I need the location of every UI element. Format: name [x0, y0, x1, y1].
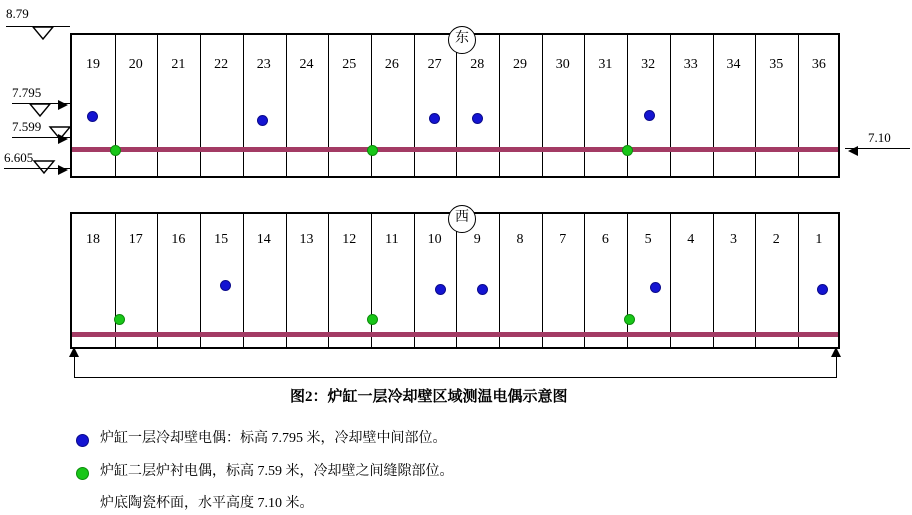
- cell-label: 1: [815, 232, 823, 247]
- cell-label: 7: [559, 232, 567, 247]
- cell-label: 12: [342, 232, 357, 247]
- blue-thermocouple: [429, 113, 440, 124]
- cell-label: 18: [86, 232, 100, 247]
- support-arrow-up: [831, 347, 841, 357]
- green-thermocouple: [367, 314, 378, 325]
- cell-label: 10: [427, 232, 442, 247]
- elevation-label-6-605: 6.605: [4, 150, 34, 165]
- support-baseline: [74, 377, 837, 378]
- cell-label: 2: [772, 232, 780, 247]
- blue-thermocouple: [472, 113, 483, 124]
- cell-label: 15: [214, 232, 229, 247]
- elevation-label-7-599: 7.599: [12, 119, 42, 134]
- west-cooling-stave-row: [70, 212, 840, 349]
- cell-label: 11: [385, 232, 399, 247]
- cell-label: 8: [516, 232, 524, 247]
- legend-green-text: 炉缸二层炉衬电偶，标高 7.59 米，冷却壁之间缝隙部位。: [100, 464, 454, 479]
- cell-label: 4: [687, 232, 695, 247]
- cell-label: 30: [555, 57, 570, 72]
- cell-label: 33: [683, 57, 698, 72]
- cell-label: 27: [427, 57, 442, 72]
- east-cooling-stave-row: [70, 33, 840, 178]
- legend-green-dot-icon: [76, 467, 89, 480]
- triangle-down-icon: [28, 103, 52, 118]
- blue-thermocouple: [817, 284, 828, 295]
- triangle-down-icon: [31, 26, 55, 41]
- pointer-arrow-right: [58, 134, 68, 144]
- cell-label: 31: [598, 57, 613, 72]
- figure-caption: 图2：炉缸一层冷却壁区域测温电偶示意图: [290, 389, 568, 405]
- blue-thermocouple: [220, 280, 231, 291]
- cell-label: 28: [470, 57, 485, 72]
- blue-thermocouple: [650, 282, 661, 293]
- cell-label: 5: [644, 232, 652, 247]
- cell-label: 21: [171, 57, 186, 72]
- cell-label: 24: [299, 57, 314, 72]
- elevation-label-7-795: 7.795: [12, 85, 42, 100]
- cell-label: 22: [214, 57, 229, 72]
- green-thermocouple: [367, 145, 378, 156]
- cell-label: 17: [128, 232, 143, 247]
- cell-label: 25: [342, 57, 357, 72]
- ceramic-cup-line: [72, 147, 838, 152]
- green-thermocouple: [114, 314, 125, 325]
- cell-label: 29: [513, 57, 527, 72]
- cell-label: 35: [769, 57, 784, 72]
- cell-label: 34: [726, 57, 741, 72]
- green-thermocouple: [622, 145, 633, 156]
- compass-west: 西: [448, 205, 476, 233]
- ceramic-cup-line: [72, 332, 838, 337]
- cell-label: 3: [730, 232, 737, 247]
- cell-label: 23: [256, 57, 271, 72]
- cell-label: 26: [384, 57, 399, 72]
- cell-label: 13: [299, 232, 314, 247]
- legend-blue-text: 炉缸一层冷却壁电偶：标高 7.795 米，冷却壁中间部位。: [100, 431, 447, 446]
- cell-label: 6: [601, 232, 609, 247]
- pointer-arrow-right: [58, 100, 68, 110]
- cell-label: 32: [641, 57, 656, 72]
- cell-label: 16: [171, 232, 186, 247]
- elevation-label-7-10: 7.10: [868, 130, 891, 145]
- blue-thermocouple: [435, 284, 446, 295]
- blue-thermocouple: [257, 115, 268, 126]
- support-arrow-up: [69, 347, 79, 357]
- blue-thermocouple: [644, 110, 655, 121]
- cell-label: 9: [473, 232, 481, 247]
- elevation-label-8-79: 8.79: [6, 6, 29, 21]
- triangle-down-icon: [32, 160, 56, 175]
- blue-thermocouple: [477, 284, 488, 295]
- legend-blue-dot-icon: [76, 434, 89, 447]
- green-thermocouple: [110, 145, 121, 156]
- pointer-arrow-left: [848, 146, 858, 156]
- legend-note: 炉底陶瓷杯面，水平高度 7.10 米。: [100, 496, 314, 511]
- cell-label: 14: [256, 232, 271, 247]
- cell-label: 36: [811, 57, 826, 72]
- blue-thermocouple: [87, 111, 98, 122]
- compass-east: 东: [448, 26, 476, 54]
- cell-label: 19: [86, 57, 100, 72]
- green-thermocouple: [624, 314, 635, 325]
- pointer-arrow-right: [58, 165, 68, 175]
- cell-label: 20: [128, 57, 143, 72]
